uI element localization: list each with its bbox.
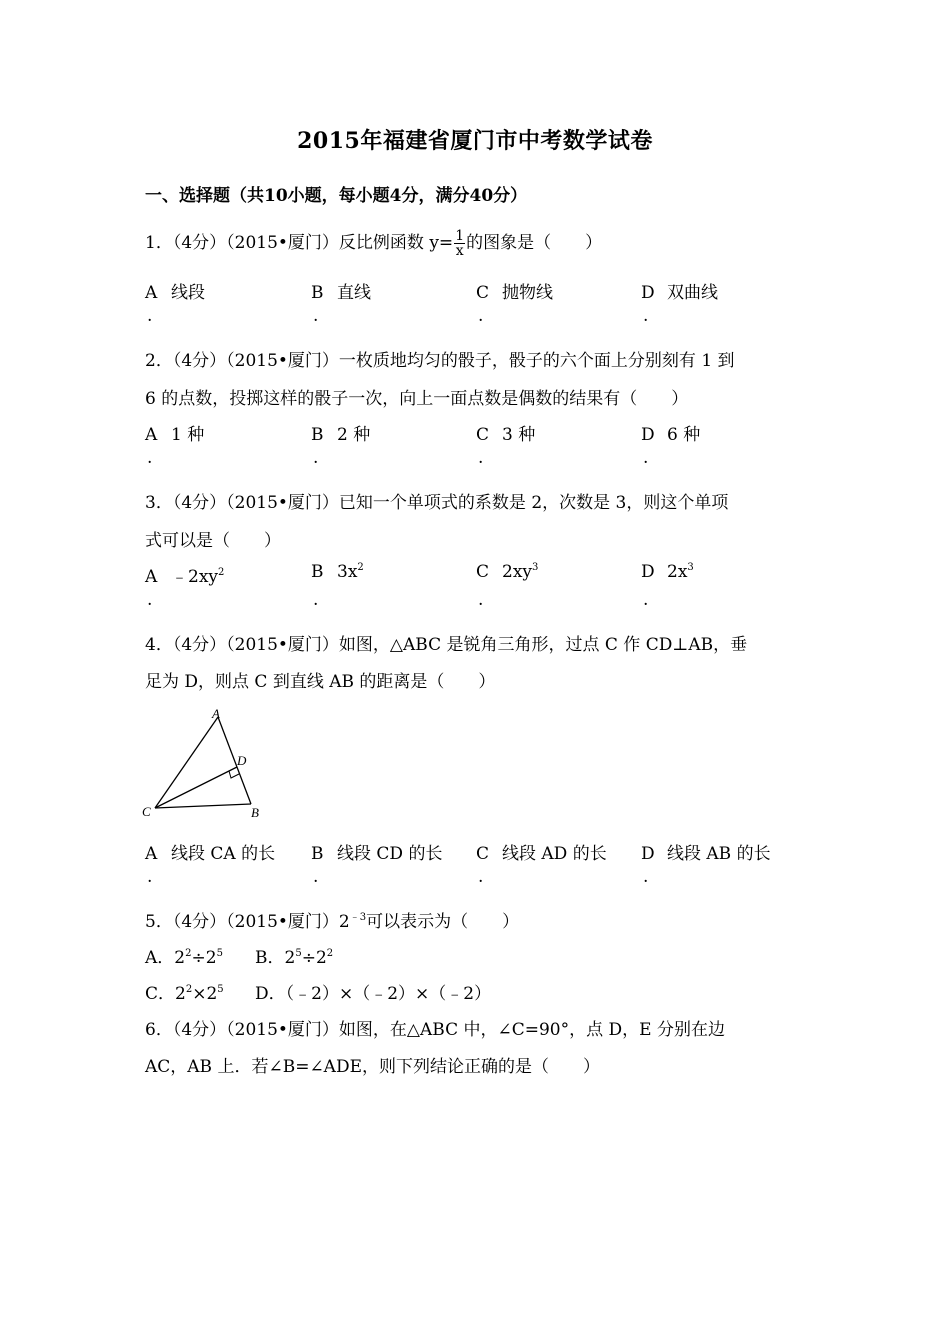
operator: ×	[192, 984, 207, 1004]
option-letter: A．	[145, 948, 175, 968]
base: 2	[206, 984, 218, 1004]
label-b: B	[251, 805, 259, 820]
option-letter: C	[476, 425, 490, 445]
right-angle-mark	[229, 771, 239, 778]
option-base: 2xy	[502, 562, 533, 582]
q5-option-d[interactable]	[255, 984, 491, 1004]
q3-option-b[interactable]	[311, 562, 364, 610]
q5-exponent: ﹣3	[349, 912, 367, 923]
option-letter: B	[311, 425, 324, 445]
q5-prefix: 5．（4分）（2015•厦门）2	[145, 912, 350, 932]
section-heading: 一、选择题（共10小题，每小题4分，满分40分）	[145, 186, 528, 206]
option-text: 直线	[337, 283, 371, 303]
option-letter: C	[476, 844, 490, 864]
option-letter: B	[311, 844, 324, 864]
exponent: 5	[216, 948, 223, 959]
option-dot: .	[478, 306, 484, 326]
option-text: 线段 CD 的长	[337, 844, 443, 864]
triangle-figure	[140, 705, 270, 820]
option-letter: B．	[255, 948, 285, 968]
side-cb	[155, 804, 251, 808]
option-letter: C．	[145, 984, 176, 1004]
option-text: 3 种	[502, 425, 536, 445]
option-letter: A	[145, 283, 158, 303]
option-dot: .	[147, 306, 153, 326]
option-dot: .	[147, 448, 153, 468]
option-letter: D．	[255, 984, 286, 1004]
option-letter: D	[641, 844, 655, 864]
option-dot: .	[313, 590, 319, 610]
option-letter: D	[641, 425, 655, 445]
q5-options-row-2	[145, 979, 491, 1004]
option-base: ﹣2xy	[171, 567, 219, 587]
q4-line-1: 4．（4分）（2015•厦门）如图，△ABC 是锐角三角形，过点 C 作 CD⊥AB，垂	[145, 635, 748, 655]
question-1	[145, 228, 602, 258]
q6-line-1: 6．（4分）（2015•厦门）如图，在△ABC 中，∠C=90°，点 D，E 分别在边	[145, 1020, 725, 1040]
option-text: 线段 AB 的长	[667, 844, 771, 864]
q3-option-d[interactable]	[641, 562, 694, 610]
q5-options-row-1	[145, 943, 333, 968]
q1-suffix: 的图象是（ ）	[466, 233, 603, 253]
option-dot: .	[147, 867, 153, 887]
option-dot: .	[643, 306, 649, 326]
option-letter: A	[145, 425, 158, 445]
q2-option-d[interactable]	[641, 420, 701, 468]
option-dot: .	[313, 306, 319, 326]
option-base: 2x	[667, 562, 688, 582]
option-text: 双曲线	[667, 283, 718, 303]
base: 2	[174, 948, 186, 968]
option-text: 1 种	[171, 425, 205, 445]
q3-option-a[interactable]	[145, 562, 225, 610]
q3-option-c[interactable]	[476, 562, 539, 610]
option-letter: A	[145, 844, 158, 864]
q6-line-2: AC，AB 上．若∠B=∠ADE，则下列结论正确的是（ ）	[145, 1057, 600, 1077]
exponent: 2	[326, 948, 334, 959]
option-dot: .	[478, 867, 484, 887]
option-dot: .	[643, 590, 649, 610]
label-c: C	[142, 804, 151, 819]
option-dot: .	[313, 448, 319, 468]
option-dot: .	[147, 590, 153, 610]
q2-line-1: 2．（4分）（2015•厦门）一枚质地均匀的骰子，骰子的六个面上分别刻有 1 到	[145, 351, 735, 371]
option-dot: .	[643, 448, 649, 468]
option-letter: B	[311, 283, 324, 303]
q3-line-2: 式可以是（ ）	[145, 531, 281, 551]
q1-options	[145, 278, 825, 338]
option-text: 抛物线	[502, 283, 553, 303]
option-letter: C	[476, 562, 490, 582]
q2-option-c[interactable]	[476, 420, 536, 468]
q5-option-a[interactable]	[145, 943, 255, 968]
q5-option-c[interactable]	[145, 979, 255, 1004]
option-text: 线段	[171, 283, 205, 303]
question-5	[145, 907, 519, 932]
label-a: A	[212, 706, 220, 721]
q4-option-c[interactable]	[476, 839, 607, 887]
base: 2	[315, 948, 327, 968]
option-letter: A	[145, 567, 158, 587]
q4-option-a[interactable]	[145, 839, 276, 887]
exponent: 5	[295, 948, 302, 959]
exponent: 5	[217, 984, 224, 995]
exponent: 2	[185, 948, 192, 959]
q1-option-c[interactable]	[476, 278, 553, 326]
option-text: 线段 AD 的长	[502, 844, 607, 864]
exam-title: 2015年福建省厦门市中考数学试卷	[297, 128, 653, 154]
q4-option-b[interactable]	[311, 839, 443, 887]
option-exponent: 3	[687, 562, 694, 573]
q1-frac-den: x	[455, 243, 464, 259]
altitude-cd	[155, 767, 237, 808]
q3-options	[145, 562, 825, 622]
option-text: 线段 CA 的长	[171, 844, 276, 864]
q1-prefix: 1．（4分）（2015•厦门）反比例函数 y=	[145, 233, 454, 253]
option-letter: D	[641, 562, 655, 582]
q1-option-d[interactable]	[641, 278, 718, 326]
q2-option-b[interactable]	[311, 420, 371, 468]
option-dot: .	[313, 867, 319, 887]
exponent: 2	[185, 984, 193, 995]
q1-option-b[interactable]	[311, 278, 371, 326]
q4-line-2: 足为 D，则点 C 到直线 AB 的距离是（ ）	[145, 672, 496, 692]
option-letter: B	[311, 562, 324, 582]
operator: ÷	[301, 948, 316, 968]
option-text: 6 种	[667, 425, 701, 445]
q5-suffix: 可以表示为（ ）	[366, 912, 520, 932]
label-d: D	[237, 753, 247, 768]
option-letter: D	[641, 283, 655, 303]
option-text: 2 种	[337, 425, 371, 445]
base: 2	[205, 948, 217, 968]
operator: ÷	[191, 948, 206, 968]
q5-option-b[interactable]	[255, 948, 333, 968]
q3-line-1: 3．（4分）（2015•厦门）已知一个单项式的系数是 2，次数是 3，则这个单项	[145, 493, 729, 513]
option-dot: .	[643, 867, 649, 887]
q2-line-2: 6 的点数，投掷这样的骰子一次，向上一面点数是偶数的结果有（ ）	[145, 389, 689, 409]
side-ca	[155, 717, 218, 808]
base: 2	[284, 948, 296, 968]
q2-option-a[interactable]	[145, 420, 205, 468]
option-dot: .	[478, 448, 484, 468]
q4-options	[145, 839, 825, 899]
option-exponent: 2	[357, 562, 364, 573]
option-exponent: 3	[532, 562, 539, 573]
option-text: （﹣2）×（﹣2）×（﹣2）	[285, 984, 492, 1004]
q1-option-a[interactable]	[145, 278, 205, 326]
option-base: 3x	[337, 562, 358, 582]
q1-frac-num: 1	[455, 228, 465, 244]
base: 2	[175, 984, 186, 1004]
q2-options	[145, 420, 825, 480]
option-exponent: 2	[218, 567, 225, 578]
option-dot: .	[478, 590, 484, 610]
q4-option-d[interactable]	[641, 839, 771, 887]
option-letter: C	[476, 283, 490, 303]
q1-fraction	[454, 229, 465, 258]
